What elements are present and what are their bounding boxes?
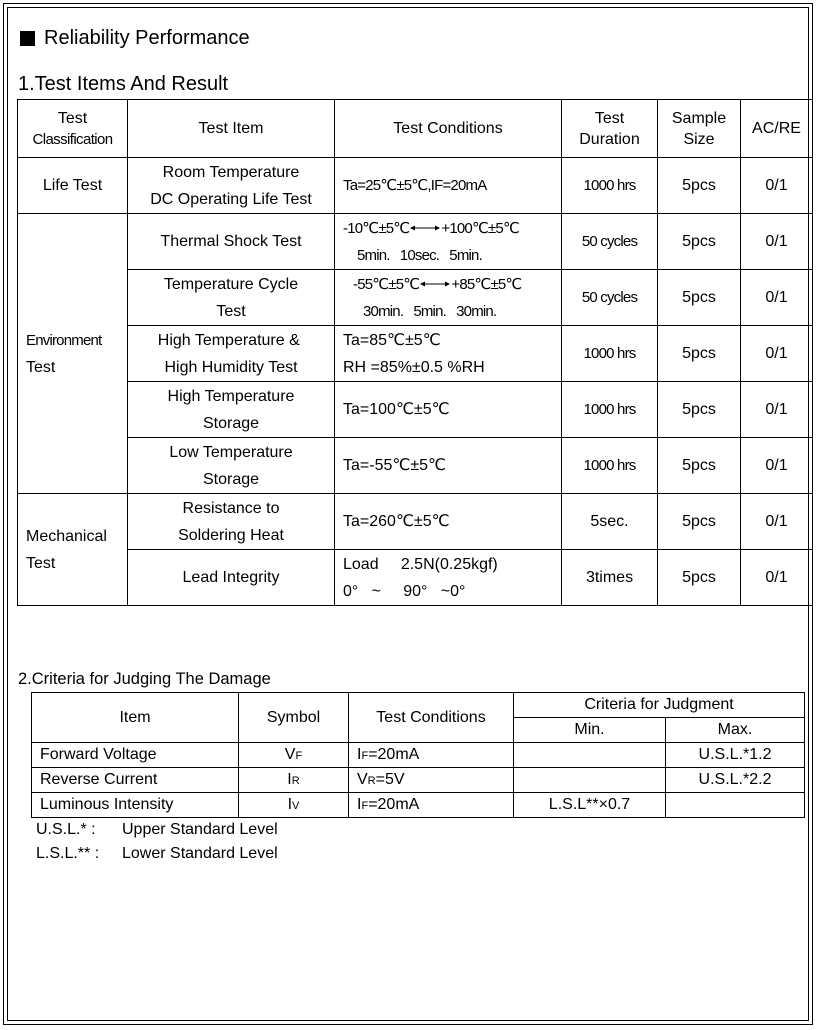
legend-notes [36,818,278,866]
test-duration: 50 cycles [562,270,658,326]
header-item: Item [32,693,239,743]
double-arrow-icon [410,224,440,232]
group-life-test: Life Test [18,158,128,214]
group-environment-test: Environment Test [18,214,128,494]
criteria-symbol: IV [239,793,349,818]
test-item: Resistance to Soldering Heat [128,494,335,550]
table-row [18,494,813,550]
test-condition: Ta=25℃±5℃,IF=20mA [335,158,562,214]
test-condition: Ta=85℃±5℃ RH =85%±0.5 %RH [335,326,562,382]
test-condition: Ta=-55℃±5℃ [335,438,562,494]
table-header-row [18,100,813,158]
test-duration: 3times [562,550,658,606]
test-item: High Temperature & High Humidity Test [128,326,335,382]
test-item: Temperature Cycle Test [128,270,335,326]
sample-size: 5pcs [658,550,741,606]
table-row [32,768,805,793]
acre-value: 0/1 [741,214,813,270]
sample-size: 5pcs [658,438,741,494]
test-item: Low Temperature Storage [128,438,335,494]
section2-title: 2.Criteria for Judging The Damage [18,670,271,688]
sample-size: 5pcs [658,158,741,214]
test-condition: -10℃±5℃ +100℃±5℃ 5min. 10sec. 5min. [335,214,562,270]
criteria-item: Luminous Intensity [32,793,239,818]
test-item: High Temperature Storage [128,382,335,438]
acre-value: 0/1 [741,382,813,438]
table-row [18,326,813,382]
acre-value: 0/1 [741,550,813,606]
double-arrow-icon [420,280,450,288]
criteria-item: Forward Voltage [32,743,239,768]
test-duration: 1000 hrs [562,158,658,214]
test-item: Room Temperature DC Operating Life Test [128,158,335,214]
acre-value: 0/1 [741,438,813,494]
table-row [18,382,813,438]
header-duration: Test Duration [562,100,658,158]
test-duration: 1000 hrs [562,382,658,438]
test-items-table [17,99,813,606]
table-row [32,743,805,768]
test-duration: 5sec. [562,494,658,550]
group-mechanical-test: Mechanical Test [18,494,128,606]
header-max: Max. [666,718,805,743]
criteria-min: L.S.L**×0.7 [514,793,666,818]
criteria-min [514,768,666,793]
header-test-conditions: Test Conditions [349,693,514,743]
header-sample-size: Sample Size [658,100,741,158]
test-duration: 1000 hrs [562,438,658,494]
test-condition: Ta=260℃±5℃ [335,494,562,550]
test-condition: Ta=100℃±5℃ [335,382,562,438]
acre-value: 0/1 [741,494,813,550]
acre-value: 0/1 [741,270,813,326]
header-min: Min. [514,718,666,743]
page-heading [20,27,250,50]
criteria-header-row [32,693,805,718]
criteria-symbol: IR [239,768,349,793]
test-duration: 50 cycles [562,214,658,270]
sample-size: 5pcs [658,270,741,326]
criteria-min [514,743,666,768]
test-item: Thermal Shock Test [128,214,335,270]
acre-value: 0/1 [741,326,813,382]
table-row [18,158,813,214]
header-classification: Test Classification [18,100,128,158]
criteria-max [666,793,805,818]
sample-size: 5pcs [658,494,741,550]
criteria-table [31,692,805,818]
note-usl: U.S.L.* : Upper Standard Level [36,821,278,838]
header-item: Test Item [128,100,335,158]
sample-size: 5pcs [658,326,741,382]
sample-size: 5pcs [658,382,741,438]
test-condition: Load 2.5N(0.25kgf) 0° ~ 90° ~0° [335,550,562,606]
square-bullet-icon [20,31,35,46]
criteria-symbol: VF [239,743,349,768]
header-conditions: Test Conditions [335,100,562,158]
header-acre: AC/RE [741,100,813,158]
test-condition: -55℃±5℃ +85℃±5℃ 30min. 5min. 30min. [335,270,562,326]
header-symbol: Symbol [239,693,349,743]
sample-size: 5pcs [658,214,741,270]
table-row [32,793,805,818]
criteria-condition: IF=20mA [349,793,514,818]
criteria-max: U.S.L.*1.2 [666,743,805,768]
section1-title: 1.Test Items And Result [18,73,229,95]
note-lsl: L.S.L.** : Lower Standard Level [36,845,278,862]
page-heading-text: Reliability Performance [44,27,250,49]
criteria-condition: VR=5V [349,768,514,793]
acre-value: 0/1 [741,158,813,214]
criteria-item: Reverse Current [32,768,239,793]
table-row [18,438,813,494]
criteria-condition: IF=20mA [349,743,514,768]
test-item: Lead Integrity [128,550,335,606]
table-row [18,214,813,270]
test-duration: 1000 hrs [562,326,658,382]
table-row [18,270,813,326]
header-criteria: Criteria for Judgment [514,693,805,718]
criteria-max: U.S.L.*2.2 [666,768,805,793]
table-row [18,550,813,606]
